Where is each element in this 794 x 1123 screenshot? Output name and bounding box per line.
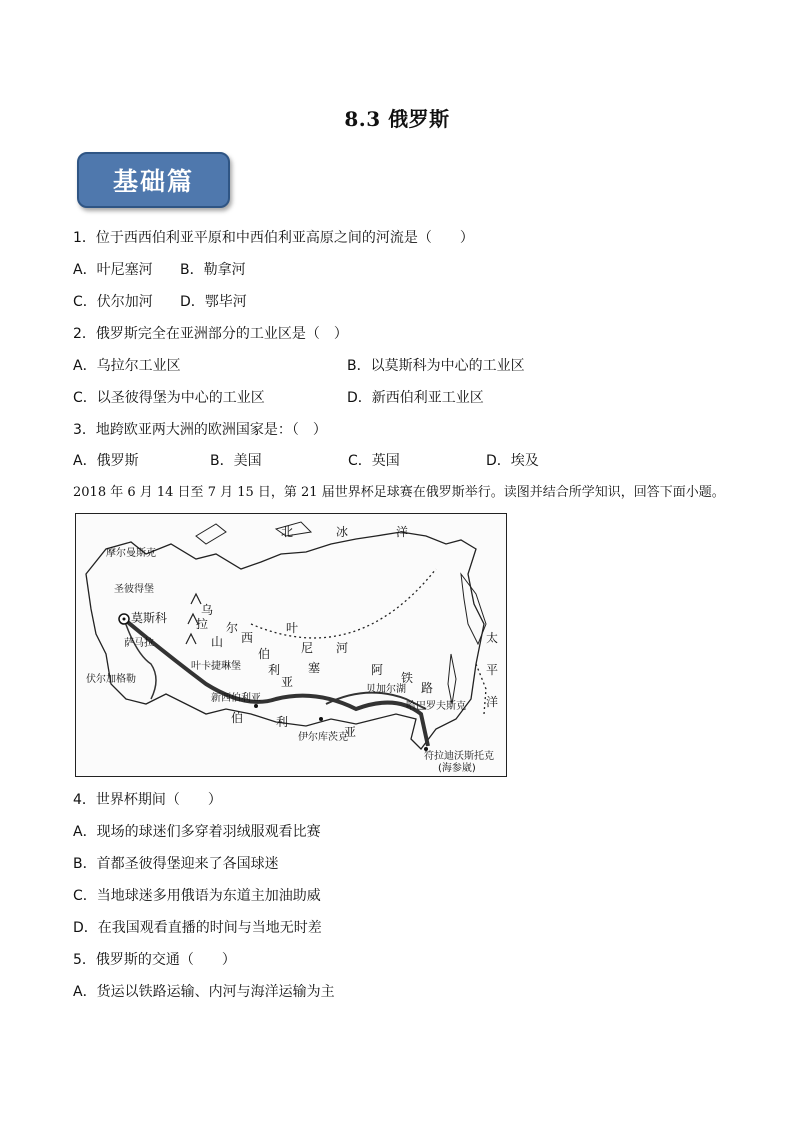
label-ni: 尼 [301,641,314,655]
label-bo: 伯 [231,711,244,725]
label-li: 利 [276,715,289,729]
question-1-option-a[interactable]: A．叶尼塞河 [73,262,153,278]
question-3-option-c[interactable]: C．英国 [348,453,400,469]
label-ya: 亚 [344,725,357,739]
label-pacific-2: 平 [486,663,499,677]
question-4-option-b[interactable]: B．首都圣彼得堡迎来了各国球迷 [73,856,279,872]
label-ocean-yang: 洋 [396,525,409,539]
label-ekat: 叶卡捷琳堡 [191,661,241,672]
arctic-island-1 [196,524,226,544]
label-wsib-3: 利 [268,663,281,677]
question-2-stem: 2．俄罗斯完全在亚洲部分的工业区是（ ） [73,326,348,342]
label-ural-3: 尔 [226,621,239,635]
question-3-stem: 3．地跨欧亚两大洲的欧洲国家是：（ ） [73,422,327,438]
question-4-option-d[interactable]: D．在我国观看直播的时间与当地无时差 [73,920,322,936]
irkutsk-marker [319,717,323,721]
label-ural-1: 乌 [201,603,214,617]
label-tie: 铁 [401,671,414,685]
page-title: 8.3 俄罗斯 [344,107,450,131]
kamchatka-outline [461,574,486,644]
label-stpete: 圣彼得堡 [114,584,154,595]
label-khab: 哈巴罗夫斯克 [406,701,466,712]
novosibirsk-marker [254,704,258,708]
label-wsib-4: 亚 [281,675,294,689]
label-moscow: 莫斯科 [131,611,168,625]
label-ocean-north: 北 [281,525,294,539]
sakhalin-outline [448,654,456,704]
label-a: 阿 [371,663,384,677]
label-vlad: 符拉迪沃斯托克 [424,751,494,762]
label-he: 河 [336,641,349,655]
question-4-option-a[interactable]: A．现场的球迷们多穿着羽绒服观看比赛 [73,824,321,840]
question-5-option-a[interactable]: A．货运以铁路运输、内河与海洋运输为主 [73,984,335,1000]
label-ural-4: 山 [211,635,224,649]
question-1-stem: 1．位于西西伯利亚平原和中西伯利亚高原之间的河流是（ ） [73,230,474,246]
moscow-dot [123,618,126,621]
question-1-option-d[interactable]: D．鄂毕河 [180,294,247,310]
question-3-option-d[interactable]: D．埃及 [486,453,539,469]
label-pacific-1: 太 [486,631,499,645]
section-badge: 基础篇 [77,152,230,208]
label-bam: 贝加尔湖 [366,684,406,695]
label-wsib-2: 伯 [258,647,271,661]
question-5-stem: 5．俄罗斯的交通（ ） [73,952,236,968]
question-3-option-b[interactable]: B．美国 [210,453,262,469]
label-wsib-1: 西 [241,631,254,645]
question-2-option-a[interactable]: A．乌拉尔工业区 [73,358,181,374]
question-4-stem: 4．世界杯期间（ ） [73,792,222,808]
label-sai: 塞 [308,661,321,675]
question-4-option-c[interactable]: C．当地球迷多用俄语为东道主加油助威 [73,888,321,904]
passage-intro: 2018 年 6 月 14 日至 7 月 15 日，第 21 届世界杯足球赛在俄罗斯举行。读图并结合所学知识，回答下面小题。 [73,485,725,500]
question-1-option-b[interactable]: B．勒拿河 [180,262,246,278]
label-ye: 叶 [286,621,299,635]
label-ocean-bing: 冰 [336,525,349,539]
pacific-route [476,664,486,714]
label-samara: 萨马拉 [124,638,154,649]
question-2-option-d[interactable]: D．新西伯利亚工业区 [347,390,484,406]
label-ural-2: 拉 [196,617,209,631]
label-lu: 路 [421,681,434,695]
question-2-option-c[interactable]: C．以圣彼得堡为中心的工业区 [73,390,265,406]
question-3-option-a[interactable]: A．俄罗斯 [73,453,139,469]
northern-sea-route [251,569,436,638]
label-pacific-3: 洋 [486,695,499,709]
label-murmansk: 摩尔曼斯克 [106,548,156,559]
label-volgograd: 伏尔加格勒 [86,674,136,685]
label-haishenwai: (海参崴) [438,763,476,774]
question-1-option-c[interactable]: C．伏尔加河 [73,294,153,310]
label-irkutsk: 伊尔库茨克 [298,732,348,743]
question-2-option-b[interactable]: B．以莫斯科为中心的工业区 [347,358,525,374]
russia-map-svg [76,514,506,776]
russia-map [75,513,507,777]
label-novosib: 新西伯利亚 [211,693,261,704]
